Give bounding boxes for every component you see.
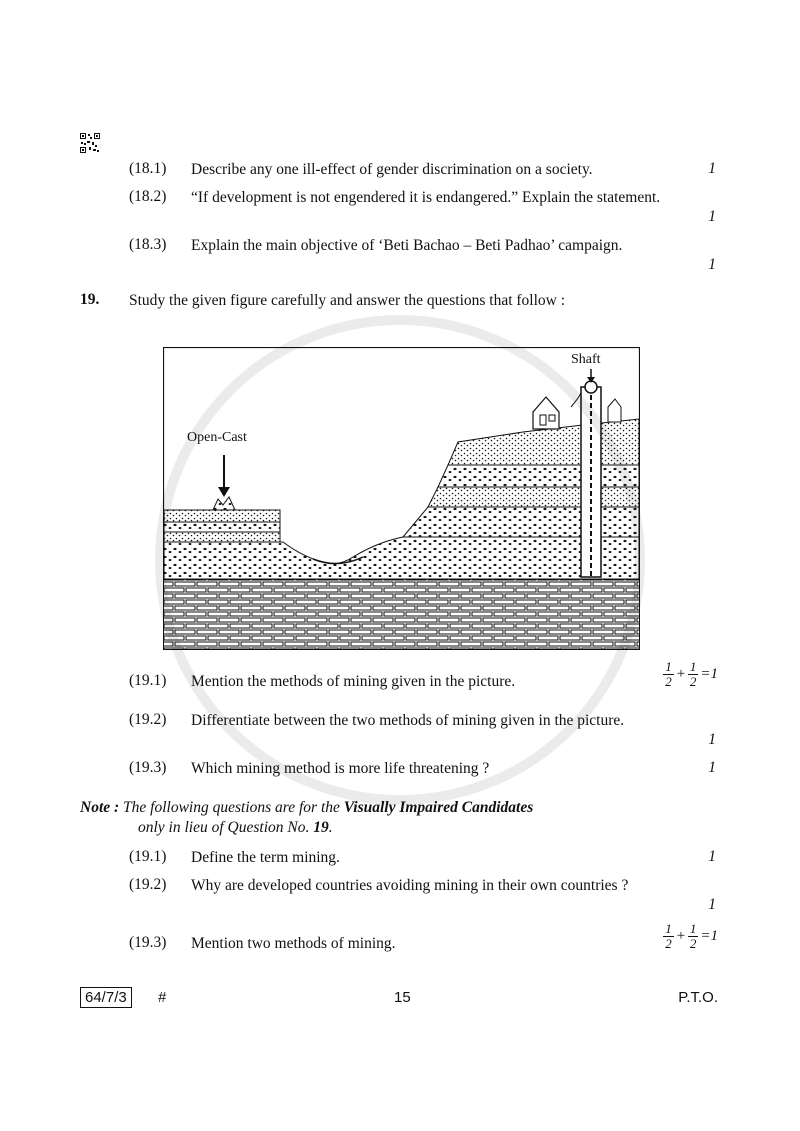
item-text: Which mining method is more life threatening ?: [191, 760, 490, 777]
page-footer: [80, 987, 720, 1009]
item-number: (19.1): [129, 848, 167, 865]
item-marks: $\frac{1}{2}$ + $\frac{1}{2}$ =1: [665, 659, 718, 689]
item-number: (18.2): [129, 188, 167, 205]
item-marks: 1: [708, 759, 716, 776]
fraction: $\frac{1}{2}$: [665, 659, 672, 689]
fraction: $\frac{1}{2}$: [665, 921, 672, 951]
item-marks: 1: [708, 848, 716, 865]
page-number: 15: [394, 989, 411, 1006]
item-number: (19.3): [129, 759, 167, 776]
item-number: (18.1): [129, 160, 167, 177]
note-text: The following questions are for the: [123, 799, 340, 816]
fraction: $\frac{1}{2}$: [689, 659, 697, 689]
item-number: (19.2): [129, 876, 167, 893]
note: [80, 798, 681, 838]
item-text: Differentiate between the two methods of mining given in the picture.: [191, 712, 625, 729]
item-marks: $\frac{1}{2}$ + $\frac{1}{2}$ =1: [665, 921, 718, 951]
item-marks: 1: [708, 160, 716, 177]
pto-label: P.T.O.: [678, 989, 718, 1006]
question-number: 19.: [80, 291, 100, 308]
note-label: Note :: [80, 799, 120, 816]
item-marks: 1: [708, 896, 716, 913]
fraction: $\frac{1}{2}$: [689, 921, 697, 951]
question-text: Study the given figure carefully and answer the questions that follow :: [129, 292, 566, 309]
paper-code: 64/7/3: [80, 987, 132, 1008]
mining-figure: [163, 347, 640, 650]
note-line-2: only in lieu of Question No. 19.: [138, 819, 333, 836]
item-marks: 1: [708, 256, 716, 273]
item-text: “If development is not engendered it is endangered.” Explain the statement.: [191, 189, 661, 206]
item-text: Why are developed countries avoiding mining in their own countries ?: [191, 877, 629, 894]
qr-code-icon: [80, 133, 100, 153]
item-number: (19.2): [129, 711, 167, 728]
item-marks: 1: [708, 731, 716, 748]
item-text: Define the term mining.: [191, 849, 340, 866]
note-emphasis: Visually Impaired Candidates: [343, 799, 534, 816]
item-marks: 1: [708, 208, 716, 225]
item-text: Explain the main objective of ‘Beti Bachao – Beti Padhao’ campaign.: [191, 237, 623, 254]
item-text: Mention the methods of mining given in the picture.: [191, 673, 516, 690]
item-number: (18.3): [129, 236, 167, 253]
label-opencast: Open-Cast: [187, 430, 247, 445]
hash-mark: #: [158, 989, 167, 1006]
item-number: (19.3): [129, 934, 167, 951]
label-shaft: Shaft: [571, 352, 601, 367]
item-text: Mention two methods of mining.: [191, 935, 396, 952]
item-number: (19.1): [129, 672, 167, 689]
item-text: Describe any one ill-effect of gender discrimination on a society.: [191, 161, 593, 178]
